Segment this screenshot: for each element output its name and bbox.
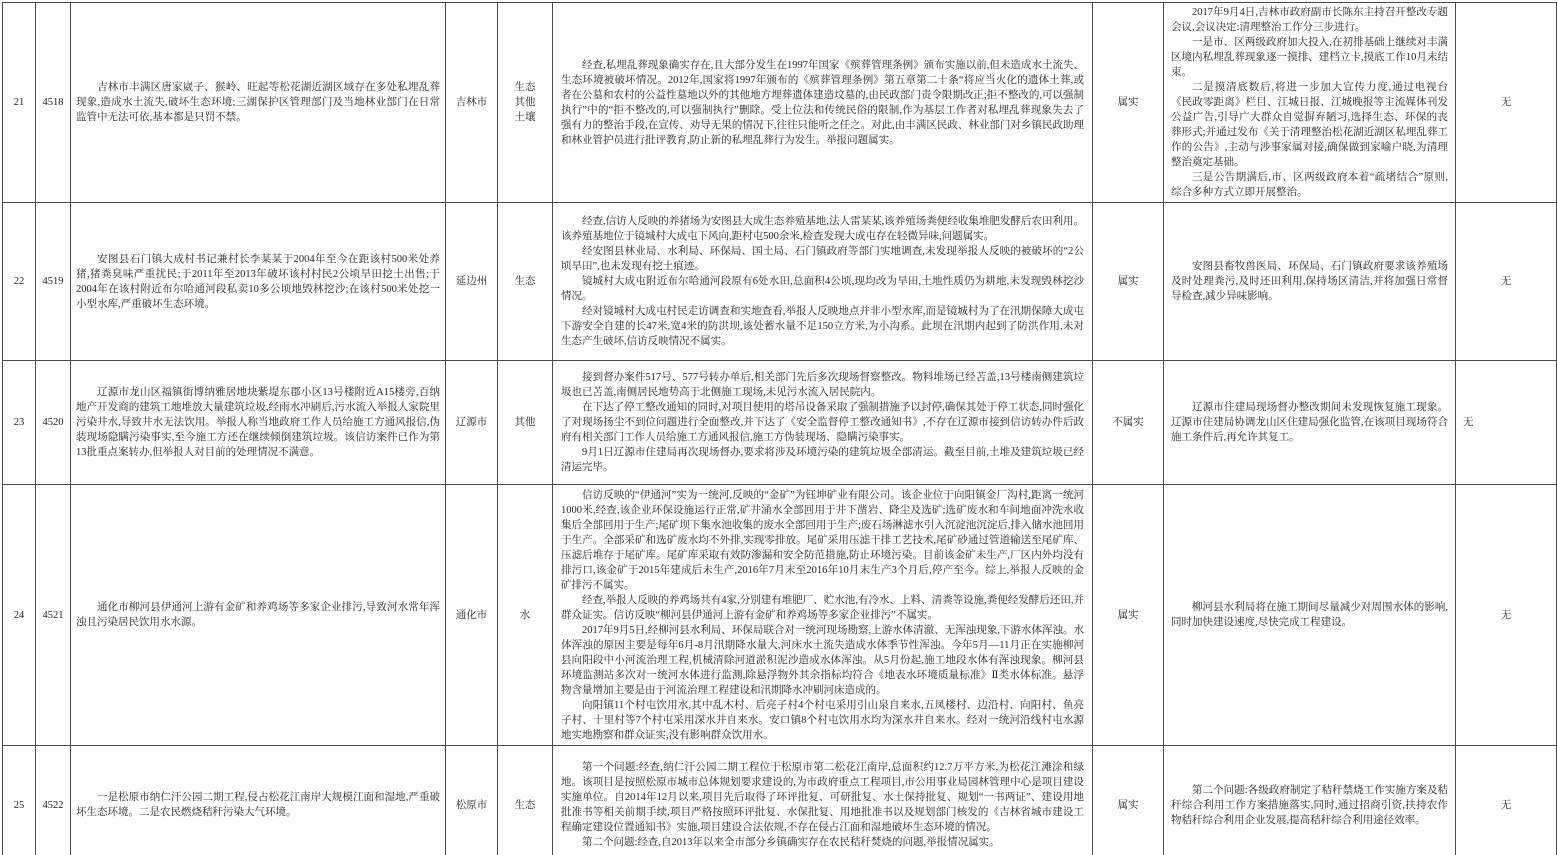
table-row [3,485,1557,746]
cell-pollution-type [498,203,553,361]
cell-measures [1164,3,1456,203]
paragraph: 信访反映的“伊通河”实为一统河,反映的“金矿”为钰坤矿业有限公司。该企业位于向阳镇金厂沟村,距离一统河1000米,经查,该企业环保设施运行正常,矿井涌水全部回用于井下凿岩、降尘及选矿;选矿废水和车间地面冲洗水收集后全部回用于生产;尾矿坝下集水池收集的废水全部回用于生产;废石场淋滤水引入沉淀池沉淀后,排入储水池回用于生产。全部采矿和选矿废水均不外排,实现零排放。尾矿采用压滤干排工艺技术,尾矿砂通过管道输送至尾矿库、压滤后堆存于尾矿库。尾矿库采取有效防渗漏和安全防范措施,防止环境污染。目前该金矿未生产,厂区内外均没有排污口,该金矿于2015年建成后未生产,2016年7月末至2016年10月末生产3个月后,停产至今。综上,举报人反映的金矿排污不属实。 [561,489,1084,591]
cell-case-number: 4520 [36,361,71,485]
table-row [3,746,1557,855]
paragraph: 在下达了停工整改通知的同时,对项目使用的塔吊设备采取了强制措施予以封停,确保其处于停工状态,同时强化了对现场扬尘不到位问题进行全面整改,并下达了《安全监督停工整改通知书》,不存在辽源市接到信访转办件后政府有相关部门工作人员给施工方通风报信,施工方伪装现场、隐瞒污染事实。 [561,402,1084,443]
paragraph: 生态 [514,276,536,287]
table-row [3,361,1557,485]
paragraph: 接到督办案件517号、577号转办单后,相关部门先后多次现场督察整改。物料堆场已经苫盖,13号楼南侧建筑垃圾也已苫盖,南侧居民地势高于北侧施工现场,未见污水流入居民院内。 [561,372,1084,398]
paragraph: 辽源市住建局现场督办整改期间未发现恢复施工现象。辽源市住建局协调龙山区住建局强化监管,在该项目现场符合施工条件后,再允许其复工。 [1171,402,1448,443]
cell-investigation [553,203,1093,361]
cell-complaint [71,746,446,855]
cell-city: 通化市 [446,485,498,746]
table-row [3,3,1557,203]
cell-verdict: 不属实 [1093,361,1164,485]
paragraph: 安图县畜牧兽医局、环保局、石门镇政府要求该养殖场及时处理粪污,及时还田利用,保持场区清洁,并将加强日常督导检查,减少异味影响。 [1171,261,1448,302]
cell-accountability: 无 [1456,746,1557,855]
cell-measures [1164,203,1456,361]
cell-seq: 23 [3,361,36,485]
cell-investigation [553,746,1093,855]
paragraph: 三是公告期满后,市、区两级政府本着“疏堵结合”原则,综合多种方式立即开展整治。 [1171,172,1448,198]
paragraph: 其他 [514,417,536,428]
table-row [3,203,1557,361]
paragraph: 2017年9月5日,经柳河县水利局、环保局联合对一统河现场勘察,上游水体清澈、无浑浊现象,下游水体浑浊。水体浑浊的原因主要是每年6月-8月汛期降水量大,河床水土流失造成水体季节性浑浊。今年5月—11月正在实施柳河县向阳段中小河流治理工程,机械清除河道淤积泥沙造成水体浑浊。从5月份起,施工地段水体有浑浊现象。柳河县环境监测站多次对一统河水体进行监测,除悬浮物外其余指标均符合《地表水环境质量标准》Ⅱ类水体标准。悬浮物含量增加主要是由于河流治理工程建设和汛期降水冲刷河床造成的。 [561,624,1084,696]
paragraph: 一是市、区两级政府加大投入,在初排基础上继续对丰满区境内私埋乱葬现象逐一摸排、建档立卡,摸底工作10月末结束。 [1171,37,1448,78]
cell-seq: 21 [3,3,36,203]
paragraph: 经安图县林业局、水利局、环保局、国土局、石门镇政府等部门实地调查,未发现举报人反映的被破坏的“2公顷旱田”,也未发现有挖土痕迹。 [561,246,1084,272]
cell-seq: 24 [3,485,36,746]
complaint-text: 通化市柳河县伊通河上游有金矿和养鸡场等多家企业排污,导致河水常年浑浊且污染居民饮用水水源。 [76,602,440,628]
cell-seq: 25 [3,746,36,855]
cell-case-number: 4522 [36,746,71,855]
paragraph: 经对镜城村大成屯村民走访调查和实地查看,举报人反映地点并非小型水库,而是镜城村为了在汛期保障大成屯下游安全自建的长47米,宽4米的防洪坝,该处蓄水量不足150立方米,为小沟系。此坝在汛期内起到了防洪作用,未对生态产生破坏,信访反映情况不属实。 [561,306,1084,347]
complaint-text: 吉林市丰满区唐家崴子、猴岭、旺起等松花湖近湖区域存在多处私埋乱葬现象,造成水土流失,破坏生态环境;三湖保护区管理部门及当地林业部门在日常监管中无法可依,基本都是只罚不禁。 [76,82,440,123]
complaint-handling-table [2,2,1557,855]
paragraph: 土壤 [514,112,536,123]
paragraph: 第二个问题:各级政府制定了秸秆禁烧工作实施方案及秸秆综合利用工作方案措施落实,同时,通过招商引资,扶持农作物秸秆综合利用企业发展,提高秸秆综合利用途径效率。 [1171,784,1448,826]
paragraph: 水 [519,609,531,621]
paragraph: 2017年9月4日,吉林市政府副市长陈东主持召开整改专题会议,会议决定:清理整治工作分三步进行。 [1171,7,1448,33]
cell-verdict: 属实 [1093,3,1164,203]
cell-accountability: 无 [1456,361,1557,485]
paragraph: 镜城村大成屯附近布尔哈通河段原有6处水田,总面积4公顷,现均改为旱田,土地性质仍为耕地,未发现毁林挖沙情况。 [561,276,1084,302]
cell-city: 辽源市 [446,361,498,485]
cell-investigation [553,361,1093,485]
cell-city: 延边州 [446,203,498,361]
paragraph: 生态 [514,82,536,93]
paragraph: 其他 [514,97,536,108]
cell-measures [1164,361,1456,485]
cell-verdict: 属实 [1093,203,1164,361]
complaint-text: 辽源市龙山区福镇街博纳雅居地块紫堤东郡小区13号楼附近A15楼旁,百纳地产开发商的建筑工地堆放大量建筑垃圾,经雨水冲刷后,污水流入举报人家院里污染井水,导致井水无法饮用。举报人称当地政府工作人员给施工方通风报信,伪装现场隐瞒污染事实,至今施工方还在继续倾倒建筑垃圾。该信访案件已作为第13批重点案转办,但举报人对目前的处理情况不满意。 [76,387,440,458]
cell-pollution-type [498,746,553,855]
complaint-text: 一是松原市纳仁汗公园二期工程,侵占松花江南岸大规模江面和湿地,严重破坏生态环境。二是农民燃烧秸秆污染大气环境。 [76,792,440,818]
cell-complaint [71,3,446,203]
cell-accountability: 无 [1456,203,1557,361]
cell-pollution-type [498,3,553,203]
paragraph: 第二个问题:经查,自2013年以来全市部分乡镇确实存在农民秸秆焚烧的问题,举报情况属实。 [582,837,1000,848]
paragraph: 经查,信访人反映的养猪场为安图县大成生态养殖基地,法人雷某某,该养殖场粪便经收集堆肥发酵后农田利用。该养殖基地位于镜城村大成屯下风向,距村屯500余米,检查发现大成屯存在轻微异味,问题属实。 [561,216,1084,242]
paragraph: 第一个问题:经查,纳仁汗公园二期工程位于松原市第二松花江南岸,总面积约12.7万平方米,为松花江滩涂和绿地。该项目是按照松原市城市总体规划要求建设的,为市政府重点工程项目,市公用事业局园林管理中心是项目建设实施单位。自2014年12月以来,项目先后取得了环评批复、可研批复、水土保持批复、规划“一书两证”、建设用地批准书等相关前期手续,项目严格按照环评批复、水保批复、用地批准书以及规划部门核发的《吉林省城市建设工程确定建设位置通知书》实施,项目建设合法依规,不存在侵占江面和湿地破坏生态环境的情况。 [561,762,1084,833]
cell-accountability: 无 [1456,3,1557,203]
paragraph: 经查,举报人反映的养鸡场共有4家,分别建有堆肥厂、贮水池,有冷水、上料、清粪等设施,粪便经发酵后还田,并群众证实。信访反映“柳河县伊通河上游有金矿和养鸡场等多家企业排污”不属实。 [561,594,1084,621]
cell-investigation [553,3,1093,203]
cell-seq: 22 [3,203,36,361]
cell-complaint [71,361,446,485]
cell-complaint [71,203,446,361]
cell-case-number: 4518 [36,3,71,203]
cell-pollution-type [498,361,553,485]
cell-city: 松原市 [446,746,498,855]
paragraph: 经查,私埋乱葬现象确实存在,且大部分发生在1997年国家《殡葬管理条例》颁布实施以前,但未造成水土流失、生态环境被破坏情况。2012年,国家将1997年颁布的《殡葬管理条例》第五章第二十条“将应当火化的遗体土葬,或者在公墓和农村的公益性墓地以外的其他地方埋葬遗体建造坟墓的,由民政部门责令限期改正;拒不整改的,可以强制执行”中的“拒不整改的,可以强制执行”删除。受上位法和传统民俗的限制,作为基层工作者对私埋乱葬现象失去了强有力的整治手段,在宣传、劝导无果的情况下,往往只能听之任之。对此,由丰满区民政、林业部门对乡镇民政助理和林业管护员进行批评教育,防止新的私埋乱葬行为发生。举报问题属实。 [561,59,1084,146]
paragraph: 二是摸清底数后,将进一步加大宣传力度,通过电视台《民政零距离》栏目、江城日报、江城晚报等主流媒体刊发公益广告,引导广大群众自觉摒弃陋习,选择生态、环保的丧葬形式;并通过发布《关于清理整治松花湖近湖区私埋乱葬工作的公告》,主动与涉事家属对接,确保做到家喻户晓,为清理整治奠定基础。 [1171,82,1448,168]
cell-case-number: 4521 [36,485,71,746]
cell-complaint [71,485,446,746]
paragraph: 9月1日辽源市住建局再次现场督办,要求将涉及环境污染的建筑垃圾全部清运。截至目前,土堆及建筑垃圾已经清运完毕。 [561,447,1084,473]
cell-pollution-type [498,485,553,746]
cell-accountability: 无 [1456,485,1557,746]
cell-investigation [553,485,1093,746]
paragraph: 向阳镇11个村屯饮用水,其中乱木村、后亮子村4个村屯采用引山泉自来水,五凤楼村、边沿村、向阳村、鱼亮子村、十里村等7个村屯采用深水井自来水。安口镇8个村屯饮用水均为深水井自来水。经对一统河沿线村屯水源地实地勘察和群众证实,没有影响群众饮用水。 [561,699,1084,741]
cell-measures [1164,485,1456,746]
cell-verdict: 属实 [1093,485,1164,746]
paragraph: 柳河县水利局将在施工期间尽量减少对周围水体的影响,同时加快建设速度,尽快完成工程建设。 [1171,602,1448,628]
cell-case-number: 4519 [36,203,71,361]
complaint-text: 安图县石门镇大成村书记兼村长李某某于2004年至今在距该村500米处养猪,猪粪臭味严重扰民;于2011年至2013年破坏该村村民2公顷旱田挖土出售;于2004年在该村附近布尔哈通河段私卖10多公顷地毁林挖沙;在该村500米处挖一小型水库,严重破坏生态环境。 [76,253,440,310]
cell-verdict: 属实 [1093,746,1164,855]
cell-city: 吉林市 [446,3,498,203]
paragraph: 生态 [514,799,536,811]
cell-measures [1164,746,1456,855]
